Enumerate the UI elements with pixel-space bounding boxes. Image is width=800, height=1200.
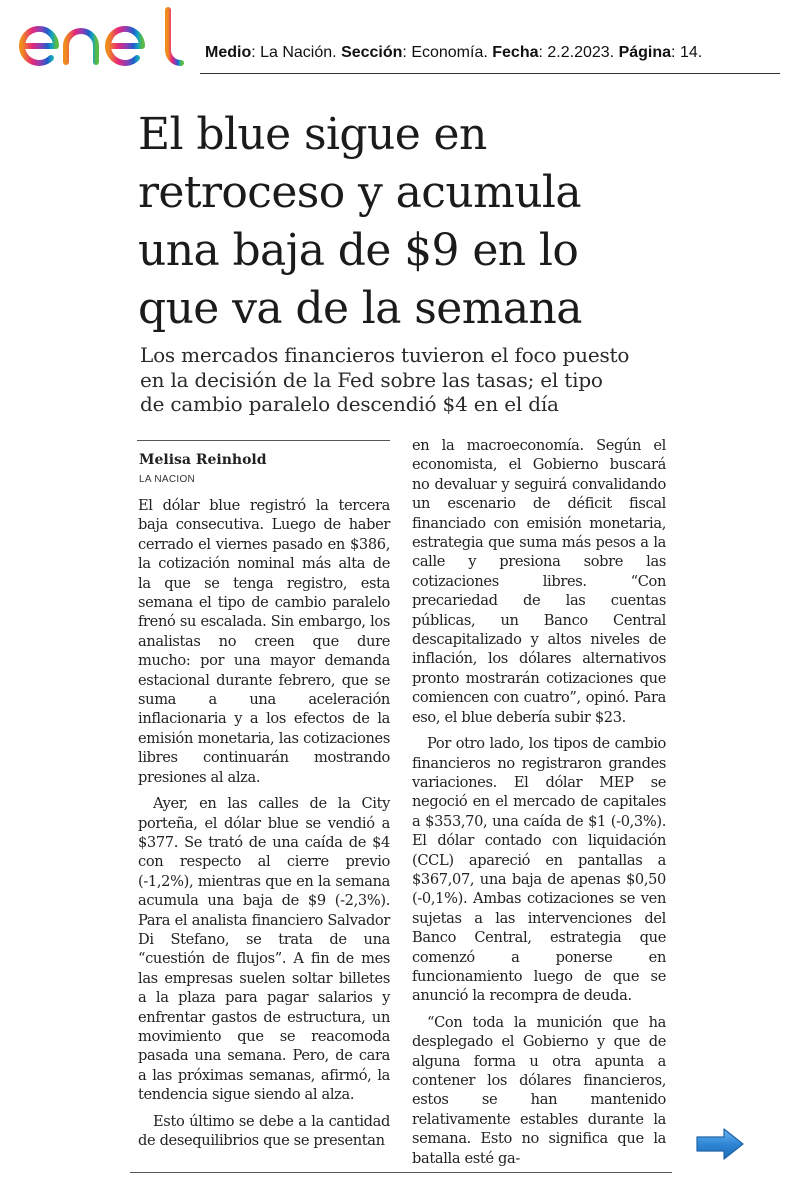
pagina-value: 14. (679, 44, 703, 61)
arrow-right-icon (694, 1126, 746, 1162)
byline-divider (137, 440, 390, 441)
headline-line: El blue sigue en (138, 109, 487, 160)
article-column-2 (412, 436, 666, 1175)
article-column-1 (138, 496, 390, 1157)
agency-name: LA NACION (139, 474, 196, 485)
article-deck (140, 343, 680, 417)
pagina-label: Página (618, 44, 672, 61)
headline-line: retroceso y acumula (138, 167, 582, 218)
medio-value: La Nación. (260, 44, 337, 61)
fecha-label: Fecha (492, 44, 539, 61)
headline-line: una baja de $9 en lo (138, 225, 579, 276)
paragraph: El dólar blue registró la tercera baja consecutiva. Luego de haber cerrado el viernes pasado en $386, la cotización nominal más alta de la que se tenga registro, esta semana el tipo de cambio paralelo frenó su escalada. Sin embargo, los analistas no creen que dure mucho: por una mayor demanda estacional durante febrero, que se suma a una aceleración inflacionaria y a los efectos de la emisión monetaria, las cotizaciones libres continuarán mostrando presiones al alza. (138, 497, 390, 786)
paragraph: Ayer, en las calles de la City porteña, el dólar blue se vendió a $377. Se trató de una caída de $4 con respecto al cierre previo (-1,2%), mientras que en la semana acumula una baja de $9 (-2,3%). Para el analista financiero Salvador Di Stefano, se trata de una “cuestión de flujos”. A fin de mes las empresas suelen soltar billetes a la plaza para pagar salarios y enfrentar gastos de estructura, un movimiento que se reacomoda pasada una semana. Pero, de cara a las próximas semanas, afirmó, la tendencia sigue siendo al alza. (138, 795, 390, 1104)
deck-line: Los mercados financieros tuvieron el foco puesto (140, 343, 630, 367)
paragraph: “Con toda la munición que ha desplegado el Gobierno y que de alguna forma u otra apunta a contener los dólares financieros, estos se han mantenido relativamente estables durante la semana. Esto no significa que la batalla esté ga- (412, 1013, 666, 1167)
author-name: Melisa Reinhold (139, 452, 267, 468)
medio-label: Medio (205, 44, 252, 61)
seccion-label: Sección (341, 44, 403, 61)
seccion-value: Economía. (411, 44, 488, 61)
headline-line: que va de la semana (138, 283, 582, 334)
deck-line: en la decisión de la Fed sobre las tasas; el tipo (140, 367, 603, 392)
next-page-button[interactable] (694, 1126, 746, 1162)
header-divider (200, 73, 780, 74)
paragraph: Esto último se debe a la cantidad de desequilibrios que se presentan (138, 1112, 390, 1149)
paragraph: en la macroeconomía. Según el economista, el Gobierno buscará no devaluar y seguirá convalidando un escenario de déficit fiscal financiado con emisión monetaria, estrategia que suma más pesos a la calle y presiona sobre las cotizaciones libres. “Con precariedad de las cuentas públicas, un Banco Central descapitalizado y altos niveles de inflación, los dólares alternativos pronto mostrarán cotizaciones que comiencen con cuatro”, opinó. Para eso, el blue debería subir $23. (412, 437, 666, 726)
fecha-value: 2.2.2023. (547, 44, 615, 61)
deck-line: de cambio paralelo descendió $4 en el día (140, 392, 559, 416)
footer-divider (130, 1172, 672, 1173)
clipping-meta: Medio: La Nación. Sección: Economía. Fecha: 2.2.2023. Página: 14. (205, 44, 703, 61)
enel-logo (16, 6, 186, 70)
article-headline (138, 106, 698, 338)
enel-logo-icon (16, 6, 186, 70)
paragraph: Por otro lado, los tipos de cambio financieros no registraron grandes variaciones. El dólar MEP se negoció en el mercado de capitales a $353,70, una caída de $1 (-0,3%). El dólar contado con liquidación (CCL) apareció en pantallas a $367,07, una baja de apenas $0,50 (-0,1%). Ambas cotizaciones se ven sujetas a las intervenciones del Banco Central, estrategia que comenzó a ponerse en funcionamiento luego de que se anunció la recompra de deuda. (412, 735, 666, 1005)
